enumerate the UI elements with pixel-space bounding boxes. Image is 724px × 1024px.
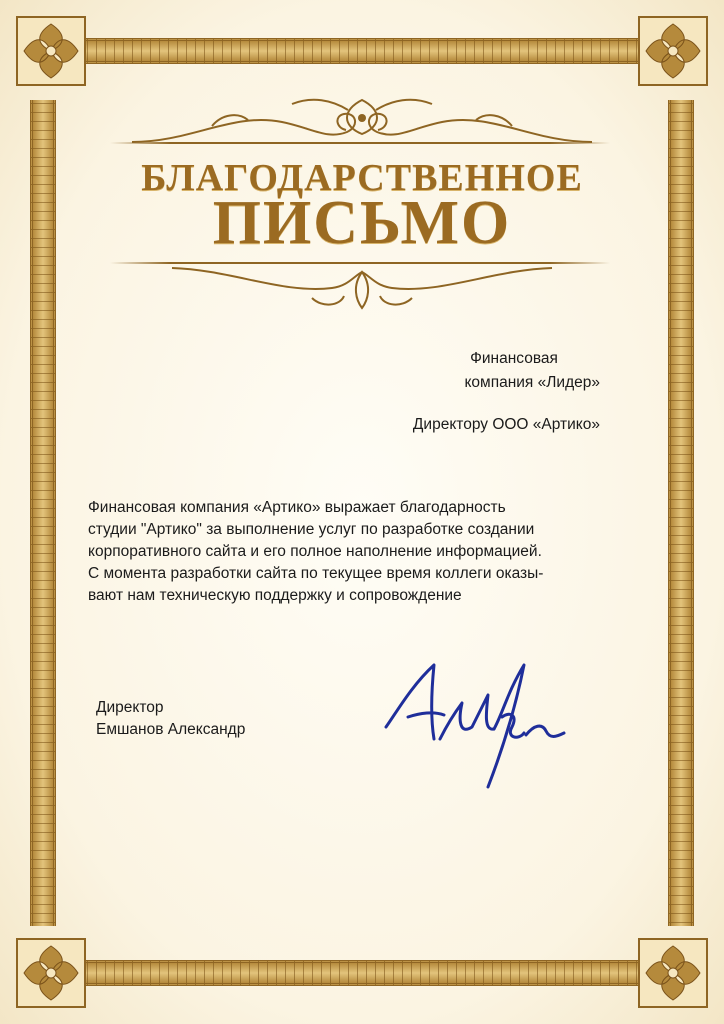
document-title-line1: БЛАГОДАРСТВЕННОЕ xyxy=(141,157,583,199)
body-line: Финансовая компания «Артико» выражает благодарность xyxy=(88,499,506,516)
corner-ornament-bottom-right xyxy=(636,936,710,1010)
top-border xyxy=(84,38,640,64)
sender-line2: компания «Лидер» xyxy=(464,374,600,391)
sender-line1: Финансовая xyxy=(470,350,558,367)
title-flourish-bottom xyxy=(112,264,612,314)
corner-ornament-bottom-left xyxy=(14,936,88,1010)
signatory-name: Емшанов Александр xyxy=(96,721,246,738)
corner-ornament-top-left xyxy=(14,14,88,88)
title-rule-top xyxy=(110,142,610,144)
body-line: студии "Артико" за выполнение услуг по разработке создании xyxy=(88,521,535,538)
body-line: вают нам техническую поддержку и сопровождение xyxy=(88,587,462,604)
bottom-border xyxy=(84,960,640,986)
body-line: С момента разработки сайта по текущее время коллеги оказы- xyxy=(88,565,544,582)
document-title-line2: ПИСЬМО xyxy=(212,189,512,257)
signatory-position: Директор xyxy=(96,699,164,716)
recipient: Директору ООО «Артико» xyxy=(412,416,600,433)
body-line: корпоративного сайта и его полное наполнение информацией. xyxy=(88,543,542,560)
handwritten-signature xyxy=(378,655,578,795)
corner-ornament-top-right xyxy=(636,14,710,88)
